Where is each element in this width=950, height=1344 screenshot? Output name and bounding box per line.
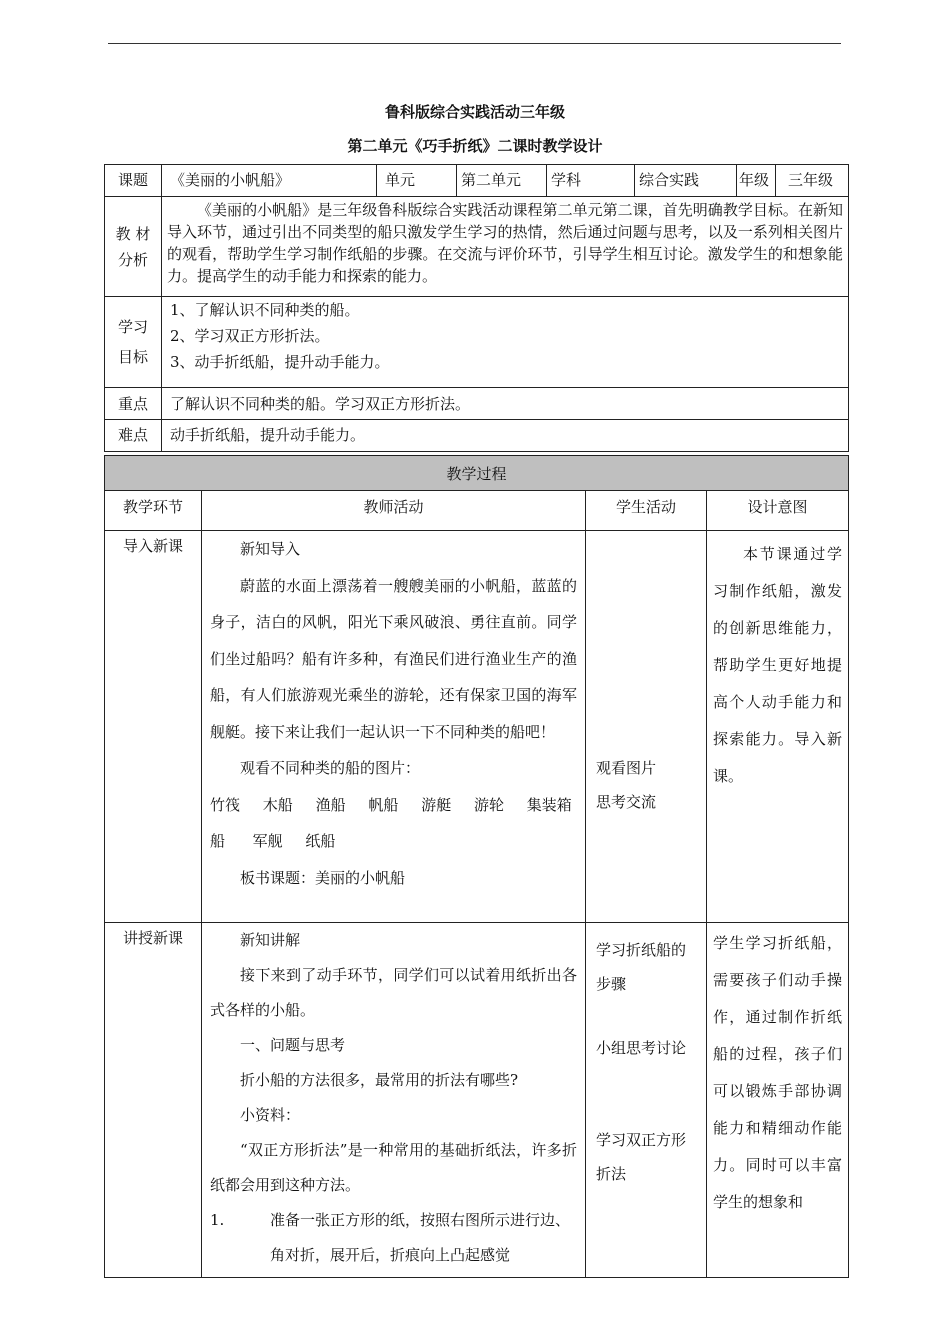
student-activity: 思考交流 (596, 793, 657, 811)
teacher-paragraph: “双正方形折法”是一种常用的基础折纸法，许多折纸都会用到这种方法。 (210, 1141, 577, 1194)
design-intent: 学生学习折纸船，需要孩子们动手操作，通过制作折纸船的过程，孩子们可以锻炼手部协调能力和精细动作能力。同时可以丰富学生的想象和 (707, 923, 849, 1278)
goals-label: 学习 (117, 318, 148, 336)
student-activity: 观看图片 (596, 759, 657, 777)
student-activity: 小组思考讨论 (596, 1039, 687, 1057)
document-subtitle: 第二单元《巧手折纸》二课时教学设计 (347, 137, 603, 155)
student-activity: 学习折纸船的步骤 (596, 941, 687, 993)
grade-value: 三年级 (776, 165, 849, 197)
unit-value: 第二单元 (457, 165, 547, 197)
header-stage: 教学环节 (105, 491, 202, 531)
difficulty-label: 难点 (105, 420, 162, 452)
teaching-process-table (104, 455, 849, 1278)
teacher-heading: 新知讲解 (240, 931, 301, 949)
unit-label: 单元 (377, 165, 457, 197)
subject-value: 综合实践 (635, 165, 737, 197)
teacher-paragraph: 蔚蓝的水面上漂荡着一艘艘美丽的小帆船，蓝蓝的身子，洁白的风帆，阳光下乘风破浪、勇往直前。同学们坐过船吗？船有许多种，有渔民们进行渔业生产的渔船，有人们旅游观光乘坐的游轮，还有保家卫国的海军舰艇。接下来让我们一起认识一下不同种类的船吧！ (210, 576, 577, 741)
ship-type: 帆船 (368, 795, 399, 814)
document-title: 鲁科版综合实践活动三年级 (384, 103, 565, 121)
student-activity: 学习双正方形折法 (596, 1131, 687, 1183)
process-band: 教学过程 (105, 456, 849, 491)
header-teacher: 教师活动 (202, 491, 586, 531)
ship-type: 军舰 (252, 832, 283, 850)
ship-type: 游艇 (421, 795, 452, 814)
lesson-info-table (104, 164, 849, 452)
design-intent: 本节课通过学习制作纸船，激发的创新思维能力，帮助学生更好地提高个人动手能力和探索能力。导入新课。 (707, 531, 849, 923)
goal-item: 3、动手折纸船，提升动手能力。 (170, 353, 390, 371)
header-rule (108, 43, 841, 44)
teacher-paragraph: 观看不同种类的船的图片： (240, 759, 421, 777)
board-title: 板书课题：美丽的小帆船 (240, 868, 406, 887)
step-number: 1. (210, 1211, 225, 1229)
key-text: 了解认识不同种类的船。学习双正方形折法。 (162, 388, 849, 420)
ship-type: 游轮 (473, 795, 504, 814)
ship-type: 木船 (262, 795, 293, 814)
ship-type: 集装箱船 (210, 795, 572, 850)
goals-label-2: 目标 (117, 348, 148, 366)
teacher-heading: 一、问题与思考 (240, 1036, 346, 1054)
step-item (210, 1203, 577, 1273)
teacher-paragraph: 接下来到了动手环节，同学们可以试着用纸折出各式各样的小船。 (210, 966, 577, 1019)
goal-item: 2、学习双正方形折法。 (170, 327, 330, 345)
difficulty-text: 动手折纸船，提升动手能力。 (162, 420, 849, 452)
ship-type-list (210, 787, 577, 860)
analysis-label: 教 材 (115, 224, 151, 243)
teacher-paragraph: 小资料： (240, 1106, 301, 1124)
goal-item: 1、了解认识不同种类的船。 (170, 301, 360, 319)
ship-type: 竹筏 (210, 795, 241, 814)
teacher-paragraph: 折小船的方法很多，最常用的折法有哪些? (240, 1071, 519, 1089)
header-intent: 设计意图 (707, 491, 849, 531)
topic-label: 课题 (105, 165, 162, 197)
topic-value: 《美丽的小帆船》 (162, 165, 377, 197)
analysis-label-2: 分析 (117, 250, 148, 269)
grade-label: 年级 (737, 165, 776, 197)
step-text: 准备一张正方形的纸，按照右图所示进行边、角对折，展开后，折痕向上凸起感觉 (270, 1211, 571, 1264)
teacher-heading: 新知导入 (240, 540, 301, 558)
header-student: 学生活动 (586, 491, 707, 531)
ship-type: 纸船 (305, 832, 336, 850)
key-label: 重点 (105, 388, 162, 420)
analysis-text: 《美丽的小帆船》是三年级鲁科版综合实践活动课程第二单元第二课，首先明确教学目标。在新知导入环节，通过引出不同类型的船只激发学生学习的热情，然后通过问题与思考，以及一系列相关图片的观看，帮助学生学习制作纸船的步骤。在交流与评价环节，引导学生相互讨论。激发学生的和想象能力。提高学生的动手能力和探索的能力。 (162, 197, 849, 297)
subject-label: 学科 (547, 165, 635, 197)
stage-teach: 讲授新课 (105, 923, 202, 1278)
ship-type: 渔船 (315, 795, 346, 814)
stage-intro: 导入新课 (105, 531, 202, 923)
